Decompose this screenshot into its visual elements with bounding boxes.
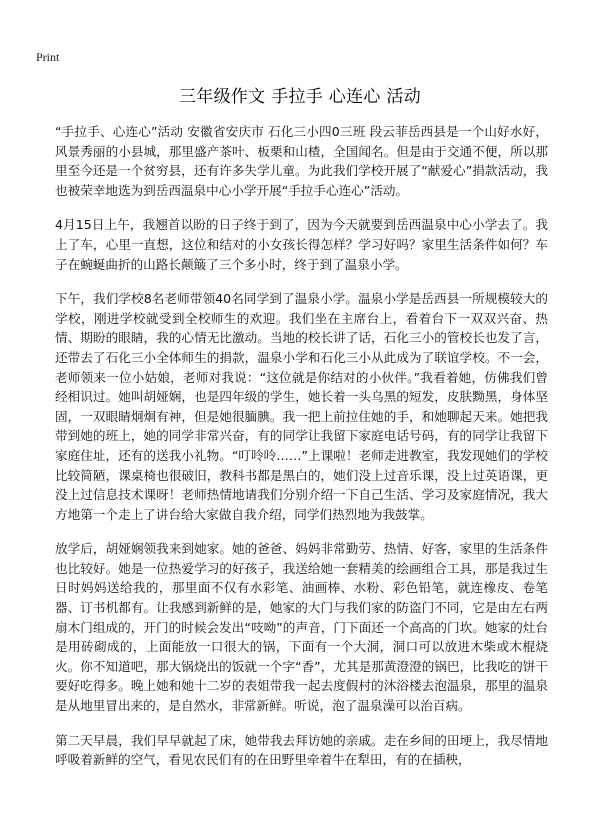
article-paragraph: “手拉手、心连心”活动 安徽省安庆市 石化三小四0三班 段云菲岳西县是一个山好水好，风景秀丽的小县城，那里盛产茶叶、板栗和山楂，全国闻名。但是由于交通不便，所以那里至今还是一个贫穷县，还有许多失学儿童。为此我们学校开展了“献爱心”捐款活动，我也被荣幸地选为到岳西温泉中心小学开展“手拉手心连心”活动。 <box>55 124 548 198</box>
article-paragraph: 下午，我们学校8名老师带领40名同学到了温泉小学。温泉小学是岳西县一所规模较大的学校，刚进学校就受到全校师生的欢迎。我们坐在主席台上，看着台下一双双兴奋、热情、期盼的眼睛，我的心情无比激动。当地的校长讲了话，石化三小的管校长也发了言，还带去了石化三小全体师生的捐款，温泉小学和石化三小从此成为了联谊学校。不一会，老师领来一位小姑娘，老师对我说：“这位就是你结对的小伙伴。”我看着她，仿佛我们曾经相识过。她叫胡娅娴，也是四年级的学生，她长着一头乌黑的短发，皮肤黝黑，身体坚固，一双眼睛炯炯有神，但是她很腼腆。我一把上前拉住她的手，和她聊起天来。她把我带到她的班上，她的同学非常兴奋，有的同学让我留下家庭电话号码，有的同学让我留下家庭住址，还有的送我小礼物。“叮呤呤……”上课啦！老师走进教室，我发现她们的学校比较简陋，课桌椅也很破旧，教科书都是黑白的，她们没上过音乐课，没上过英语课，更没上过信息技术课呀！老师热情地请我们分别介绍一下自己生活、学习及家庭情况，我大方地第一个走上了讲台给大家做自我介绍，同学们热烈地为我鼓掌。 <box>55 291 548 522</box>
print-link[interactable]: Print <box>36 50 60 64</box>
article-paragraph: 放学后，胡娅娴领我来到她家。她的爸爸、妈妈非常勤劳、热情、好客，家里的生活条件也比较好。她是一位热爱学习的好孩子，我送给她一套精美的绘画组合工具，那是我过生日时妈妈送给我的，那里面不仅有水彩笔、油画棒、水粉、彩色铅笔，就连橡皮、卷笔器、订书机都有。让我感到新鲜的是，她家的大门与我们家的防盗门不同，它是由左右两扇木门组成的，开门的时候会发出“吱呦”的声音，门下面还一个高高的门坎。她家的灶台是用砖砌成的，上面能放一口很大的锅，下面有一个大洞，洞口可以放进木柴或木棍烧火。你不知道吧，那大锅烧出的饭就一个字“香”，尤其是那黄澄澄的锅巴，比我吃的饼干要好吃得多。晚上她和她十二岁的表姐带我一起去度假村的沐浴楼去泡温泉，那里的温泉是从地里冒出来的，是自然水，非常新鲜。听说，泡了温泉澡可以治百病。 <box>55 541 548 714</box>
page-title: 三年级作文 手拉手 心连心 活动 <box>178 87 421 107</box>
article-body <box>55 122 548 785</box>
article-paragraph: 第二天早晨，我们早早就起了床，她带我去拜访她的亲戚。走在乡间的田埂上，我尽情地呼吸着新鲜的空气，看见农民们有的在田野里牵着牛在犁田，有的在插秧， <box>55 732 548 768</box>
article-paragraph: 4月15日上午，我翘首以盼的日子终于到了，因为今天就要到岳西温泉中心小学去了。我上了车，心里一直想，这位和结对的小女孩长得怎样？学习好吗？家里生活条件如何？车子在蜿蜒曲折的山路长颠簸了三个多小时，终于到了温泉小学。 <box>55 217 548 272</box>
